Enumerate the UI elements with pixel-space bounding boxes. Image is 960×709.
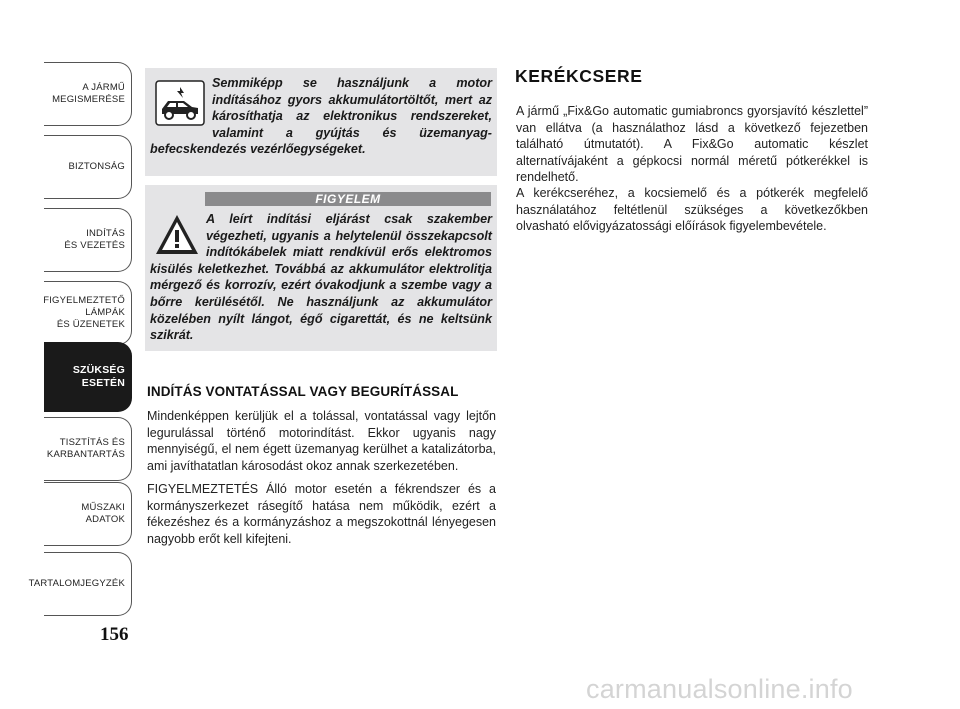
tab-safety[interactable] bbox=[44, 135, 132, 199]
tab-emergency[interactable] bbox=[44, 342, 132, 412]
section-heading-wheel-change: KERÉKCSERE bbox=[515, 66, 643, 86]
tab-label: MŰSZAKI ADATOK bbox=[81, 502, 125, 525]
warning-text-block bbox=[150, 211, 492, 344]
tab-label: TISZTÍTÁS ÉS KARBANTARTÁS bbox=[46, 437, 125, 460]
page-number: 156 bbox=[100, 624, 129, 645]
note-text: Semmiképp se használjunk a motor indításához gyors akkumulátortöltőt, mert az károsíthatja az elektronikus rendszereket, valamint a gyújtás és üzemanyag-befecskendezés vezérlőegységeket. bbox=[150, 76, 492, 157]
note-text-block bbox=[150, 75, 492, 158]
tab-technical-data[interactable] bbox=[44, 482, 132, 546]
warning-text: A leírt indítási eljárást csak szakember végezheti, ugyanis a helytelenül összekapcsolt indítókábelek miatt rendkívül erős elektromos kisülés keletkezhet. Továbbá az akkumulátor elektrolitja mérgező és korrozív, ezért óvakodjunk a szembe vagy a bőrre kerülésétől. Ne használjunk az akkumulátor közelében nyílt lángot, égő cigarettát, és ne keltsünk szikrát. bbox=[150, 212, 492, 343]
tow-start-paragraph: Mindenképpen kerüljük el a tolással, vontatással vagy lejtőn legurulással történő motorindítást. Ekkor ugyanis nagy mennyiségű, el nem égett üzemanyag kerülhet a katalizátorba, ami javíthatatlan károsodást okoz annak szerkezetében. bbox=[147, 409, 496, 473]
wheel-change-paragraph-2: A kerékcseréhez, a kocsiemelő és a pótkerék megfelelő használatához feltétlenül szükséges a következőkben olvasható elővigyázatossági előírások figyelembevétele. bbox=[516, 186, 868, 234]
tab-label: A JÁRMŰ MEGISMERÉSE bbox=[52, 82, 125, 105]
tab-label: SZÜKSÉG ESETÉN bbox=[72, 364, 125, 389]
warning-triangle-icon bbox=[154, 213, 200, 257]
tab-label: FIGYELMEZTETŐ LÁMPÁK ÉS ÜZENETEK bbox=[43, 295, 125, 330]
wheel-change-paragraph-1: A jármű „Fix&Go automatic gumiabroncs gyorsjavító készlettel” van ellátva (a használathoz lásd a következő fejezetben található útmutatót). A Fix&Go automatic készlet alternatívájaként a gépkocsi normál méretű pótkerékkel is rendelhető. bbox=[516, 104, 868, 185]
tab-warning-lights[interactable] bbox=[44, 281, 132, 345]
tab-vehicle-overview[interactable] bbox=[44, 62, 132, 126]
tow-start-note-paragraph: FIGYELMEZTETÉS Álló motor esetén a fékrendszer és a kormányszerkezet rásegítő hatása nem működik, ezért a fékezéshez és a kormányzáshoz a megszokottnál lényegesen nagyobb erőt kell kifejteni. bbox=[147, 482, 496, 546]
tab-index[interactable] bbox=[28, 552, 132, 616]
tab-starting-driving[interactable] bbox=[44, 208, 132, 272]
tab-label: BIZTONSÁG bbox=[68, 161, 125, 172]
section-heading-tow-start: INDÍTÁS VONTATÁSSAL VAGY BEGURÍTÁSSAL bbox=[147, 384, 459, 399]
tab-label: TARTALOMJEGYZÉK bbox=[28, 578, 125, 589]
tab-maintenance[interactable] bbox=[44, 417, 132, 481]
warning-box bbox=[145, 185, 497, 351]
car-battery-warning-icon bbox=[154, 79, 206, 127]
watermark: carmanualsonline.info bbox=[586, 674, 853, 704]
tab-label: INDÍTÁS ÉS VEZETÉS bbox=[64, 228, 125, 251]
note-box bbox=[145, 68, 497, 176]
warning-heading: FIGYELEM bbox=[205, 192, 491, 206]
